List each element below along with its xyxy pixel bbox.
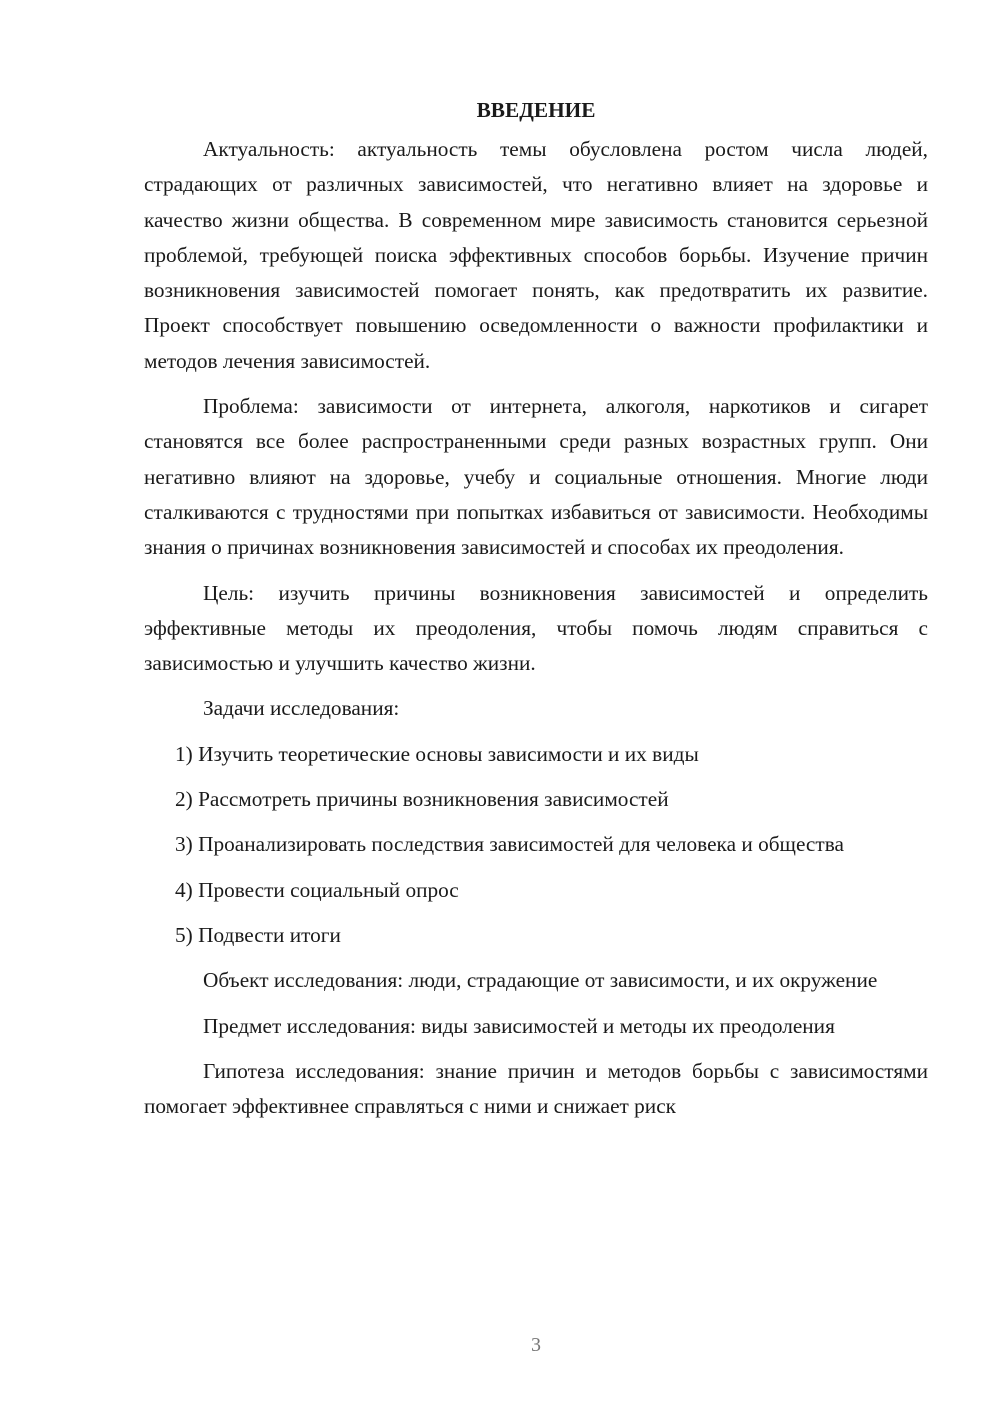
object-paragraph: Объект исследования: люди, страдающие от зависимости, и их окружение (203, 968, 878, 993)
task-item: 3) Проанализировать последствия зависимостей для человека и общества (175, 832, 844, 857)
subject-paragraph: Предмет исследования: виды зависимостей и методы их преодоления (203, 1013, 835, 1038)
tasks-heading: Задачи исследования: (203, 696, 400, 721)
task-item: 4) Провести социальный опрос (175, 877, 459, 902)
task-item: 2) Рассмотреть причины возникновения зависимостей (175, 787, 669, 812)
problem-paragraph: Проблема: зависимости от интернета, алкоголя, наркотиков и сигарет становятся все более распространенными среди разных возрастных групп. Они негативно влияют на здоровье, учебу и социальные отношения. Многие люди сталкиваются с трудностями при попытках избавиться от зависимости. Необходимы знания о причинах возникновения зависимостей и способах их преодоления. (144, 394, 928, 560)
relevance-paragraph: Актуальность: актуальность темы обусловлена ростом числа людей, страдающих от различных зависимостей, что негативно влияет на здоровье и качество жизни общества. В современном мире зависимость становится серьезной проблемой, требующей поиска эффективных способов борьбы. Изучение причин возникновения зависимостей помогает понять, как предотвратить их развитие. Проект способствует повышению осведомленности о важности профилактики и методов лечения зависимостей. (144, 137, 928, 373)
goal-paragraph: Цель: изучить причины возникновения зависимостей и определить эффективные методы их преодоления, чтобы помочь людям справиться с зависимостью и улучшить качество жизни. (144, 580, 928, 676)
task-item: 5) Подвести итоги (175, 922, 341, 947)
page-number: 3 (531, 1334, 541, 1356)
section-title: ВВЕДЕНИЕ (476, 98, 596, 122)
document-page (144, 92, 928, 1134)
task-item: 1) Изучить теоретические основы зависимости и их виды (175, 741, 699, 766)
hypothesis-paragraph: Гипотеза исследования: знание причин и методов борьбы с зависимостями помогает эффективнее справляться с ними и снижает риск (144, 1058, 928, 1119)
